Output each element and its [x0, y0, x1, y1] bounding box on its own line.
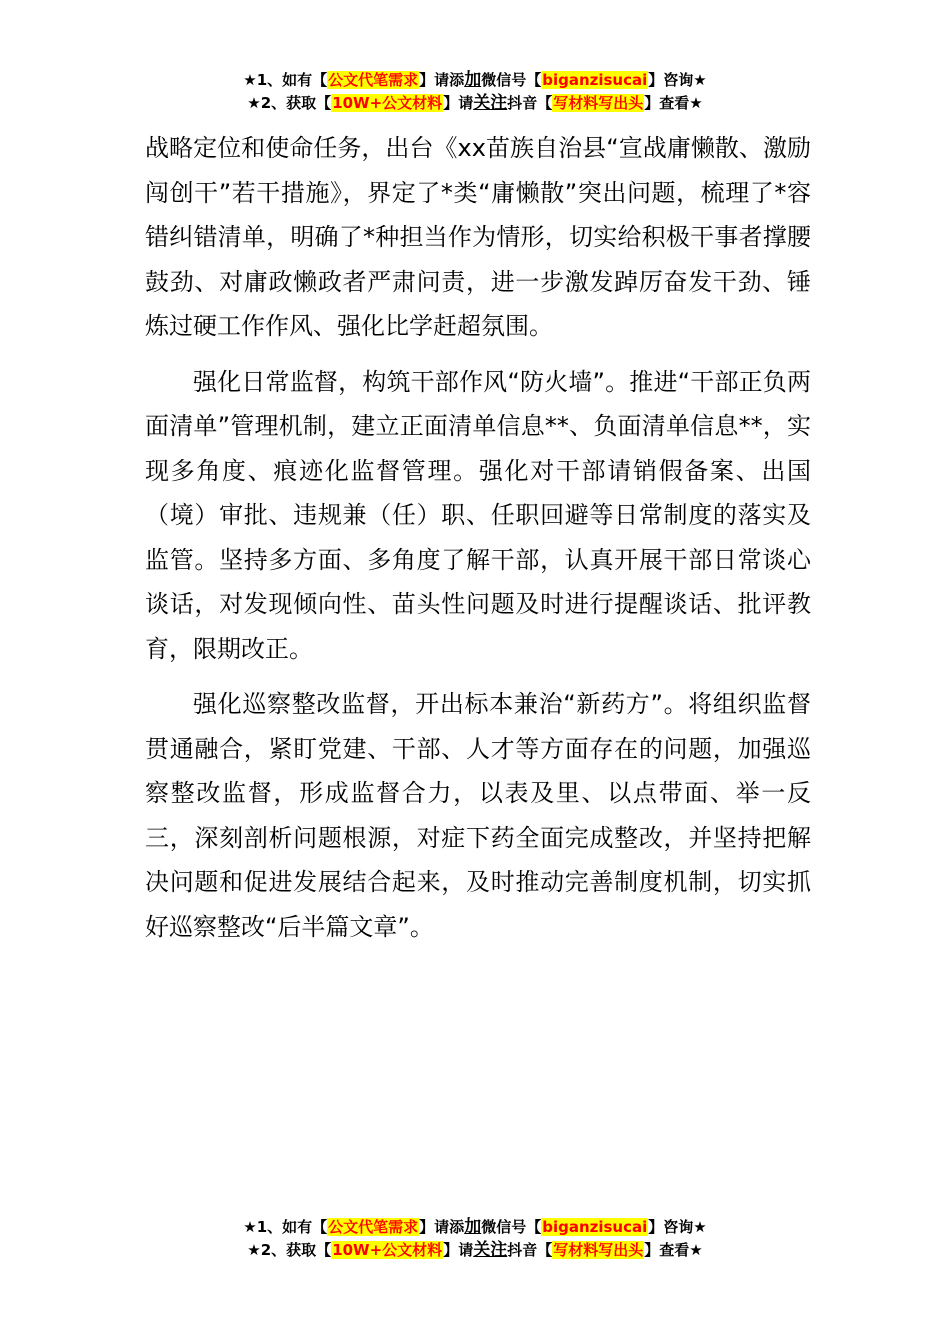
banner-line-1 [0, 69, 950, 92]
emphasis-text: 加 [464, 1217, 482, 1237]
banner-text: 抖音【 [507, 94, 553, 112]
highlight-materials: 10W+公文材料 [332, 1241, 443, 1259]
banner-text: 】请添 [419, 1218, 465, 1236]
highlight-service: 公文代笔需求 [328, 71, 419, 89]
banner-text: 】咨询★ [648, 1218, 707, 1236]
banner-text: 】请 [443, 94, 474, 112]
banner-text: 】查看★ [644, 1241, 703, 1259]
emphasis-text: 关注 [473, 93, 508, 113]
banner-line-2 [0, 1239, 950, 1262]
banner-text: 抖音【 [507, 1241, 553, 1259]
banner-text: 】咨询★ [648, 71, 707, 89]
banner-text: 】查看★ [644, 94, 703, 112]
banner-text: ★1、如有【 [243, 1218, 328, 1236]
footer-banner [0, 1216, 950, 1262]
paragraph-inspection-rectification: 强化巡察整改监督，开出标本兼治“新药方”。将组织监督贯通融合，紧盯党建、干部、人才等方面存在的问题，加强巡察整改监督，形成监督合力，以表及里、以点带面、举一反三，深刻剖析问题根源，对症下药全面完成整改，并坚持把解决问题和促进发展结合起来，及时推动完善制度机制，切实抓好巡察整改“后半篇文章”。 [145, 690, 811, 941]
emphasis-text: 关注 [473, 1240, 508, 1260]
highlight-douyin-account: 写材料写出头 [553, 94, 644, 112]
document-body [145, 126, 811, 960]
banner-text: ★1、如有【 [243, 71, 328, 89]
highlight-wechat-id: biganzisucai [542, 1218, 648, 1236]
banner-text: 】请添 [419, 71, 465, 89]
banner-text: ★2、获取【 [247, 94, 332, 112]
header-banner [0, 69, 950, 115]
banner-line-2 [0, 92, 950, 115]
paragraph-daily-supervision: 强化日常监督，构筑干部作风“防火墙”。推进“干部正负两面清单”管理机制，建立正面清单信息**、负面清单信息**，实现多角度、痕迹化监督管理。强化对干部请销假备案、出国（境）审批、违规兼（任）职、任职回避等日常制度的落实及监管。坚持多方面、多角度了解干部，认真开展干部日常谈心谈话，对发现倾向性、苗头性问题及时进行提醒谈话、批评教育，限期改正。 [145, 367, 811, 663]
banner-text: 微信号【 [481, 1218, 542, 1236]
banner-text: 】请 [443, 1241, 474, 1259]
banner-text: ★2、获取【 [247, 1241, 332, 1259]
emphasis-text: 加 [464, 70, 482, 90]
highlight-douyin-account: 写材料写出头 [553, 1241, 644, 1259]
highlight-service: 公文代笔需求 [328, 1218, 419, 1236]
paragraph-continuation: 战略定位和使命任务，出台《xx苗族自治县“宣战庸懒散、激励闯创干”若干措施》，界定了*类“庸懒散”突出问题，梳理了*容错纠错清单，明确了*种担当作为情形，切实给积极干事者撑腰鼓劲、对庸政懒政者严肃问责，进一步激发踔厉奋发干劲、锤炼过硬工作作风、强化比学赶超氛围。 [145, 134, 811, 340]
highlight-wechat-id: biganzisucai [542, 71, 648, 89]
highlight-materials: 10W+公文材料 [332, 94, 443, 112]
banner-line-1 [0, 1216, 950, 1239]
banner-text: 微信号【 [481, 71, 542, 89]
